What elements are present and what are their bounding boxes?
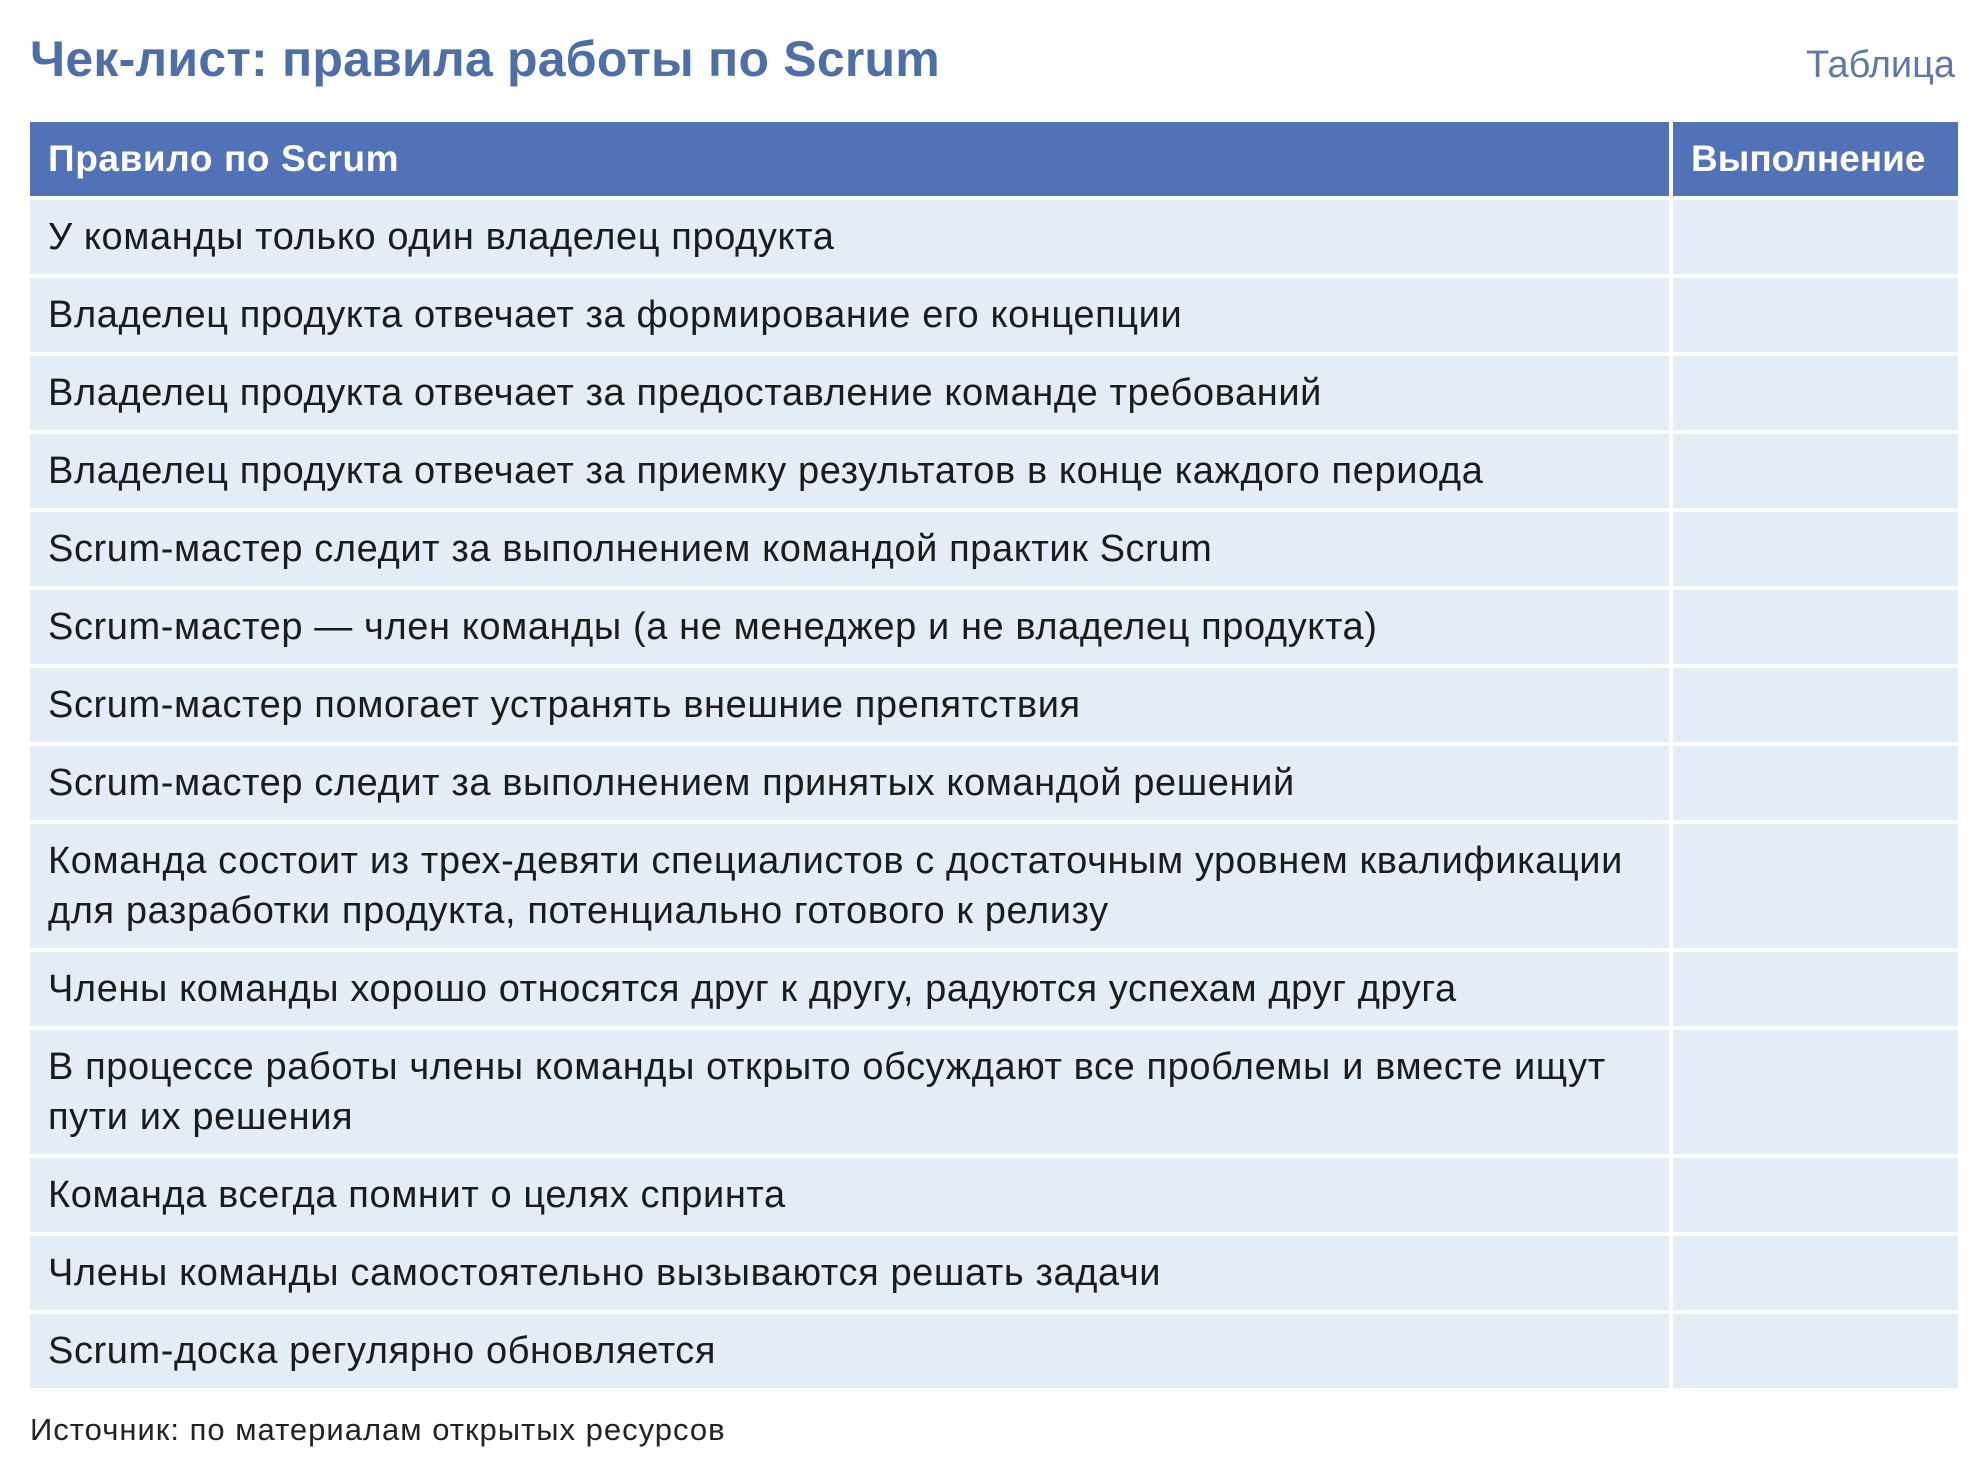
done-cell[interactable] — [1673, 1158, 1958, 1232]
table-header-row — [30, 122, 1958, 196]
rule-cell: Scrum-мастер — член команды (а не менеджер и не владелец продукта) — [30, 590, 1669, 664]
table-row — [30, 200, 1958, 274]
rule-cell: Владелец продукта отвечает за предоставление команде требований — [30, 356, 1669, 430]
done-cell[interactable] — [1673, 434, 1958, 508]
done-cell[interactable] — [1673, 200, 1958, 274]
done-cell[interactable] — [1673, 952, 1958, 1026]
rule-cell: Владелец продукта отвечает за приемку результатов в конце каждого периода — [30, 434, 1669, 508]
table-row — [30, 356, 1958, 430]
rule-cell: В процессе работы члены команды открыто обсуждают все проблемы и вместе ищут пути их решения — [30, 1030, 1669, 1154]
rule-cell: Команда всегда помнит о целях спринта — [30, 1158, 1669, 1232]
table-row — [30, 746, 1958, 820]
header-rule: Правило по Scrum — [30, 122, 1669, 196]
rule-cell: Члены команды самостоятельно вызываются решать задачи — [30, 1236, 1669, 1310]
done-cell[interactable] — [1673, 746, 1958, 820]
table-row — [30, 668, 1958, 742]
done-cell[interactable] — [1673, 512, 1958, 586]
rule-cell: Scrum-доска регулярно обновляется — [30, 1314, 1669, 1388]
page-title: Чек-лист: правила работы по Scrum — [30, 31, 940, 87]
table-row — [30, 434, 1958, 508]
done-cell[interactable] — [1673, 668, 1958, 742]
table-row — [30, 824, 1958, 948]
table-row — [30, 1158, 1958, 1232]
table-row — [30, 512, 1958, 586]
rule-cell: У команды только один владелец продукта — [30, 200, 1669, 274]
done-cell[interactable] — [1673, 356, 1958, 430]
done-cell[interactable] — [1673, 824, 1958, 948]
table-row — [30, 1030, 1958, 1154]
done-cell[interactable] — [1673, 278, 1958, 352]
table-row — [30, 1236, 1958, 1310]
rule-cell: Владелец продукта отвечает за формирование его концепции — [30, 278, 1669, 352]
done-cell[interactable] — [1673, 1030, 1958, 1154]
scrum-checklist-table — [30, 122, 1958, 1392]
rule-cell: Scrum-мастер следит за выполнением командой практик Scrum — [30, 512, 1669, 586]
table-row — [30, 590, 1958, 664]
table-row — [30, 278, 1958, 352]
rule-cell: Scrum-мастер помогает устранять внешние препятствия — [30, 668, 1669, 742]
done-cell[interactable] — [1673, 1236, 1958, 1310]
rule-cell: Члены команды хорошо относятся друг к другу, радуются успехам друг друга — [30, 952, 1669, 1026]
header-done: Выполнение — [1673, 122, 1958, 196]
table-row — [30, 1314, 1958, 1388]
rule-cell: Команда состоит из трех-девяти специалистов с достаточным уровнем квалификации для разработки продукта, потенциально готового к релизу — [30, 824, 1669, 948]
source-note: Источник: по материалам открытых ресурсов — [30, 1412, 726, 1447]
done-cell[interactable] — [1673, 590, 1958, 664]
table-label: Таблица — [1806, 44, 1955, 86]
done-cell[interactable] — [1673, 1314, 1958, 1388]
rule-cell: Scrum-мастер следит за выполнением принятых командой решений — [30, 746, 1669, 820]
table-row — [30, 952, 1958, 1026]
